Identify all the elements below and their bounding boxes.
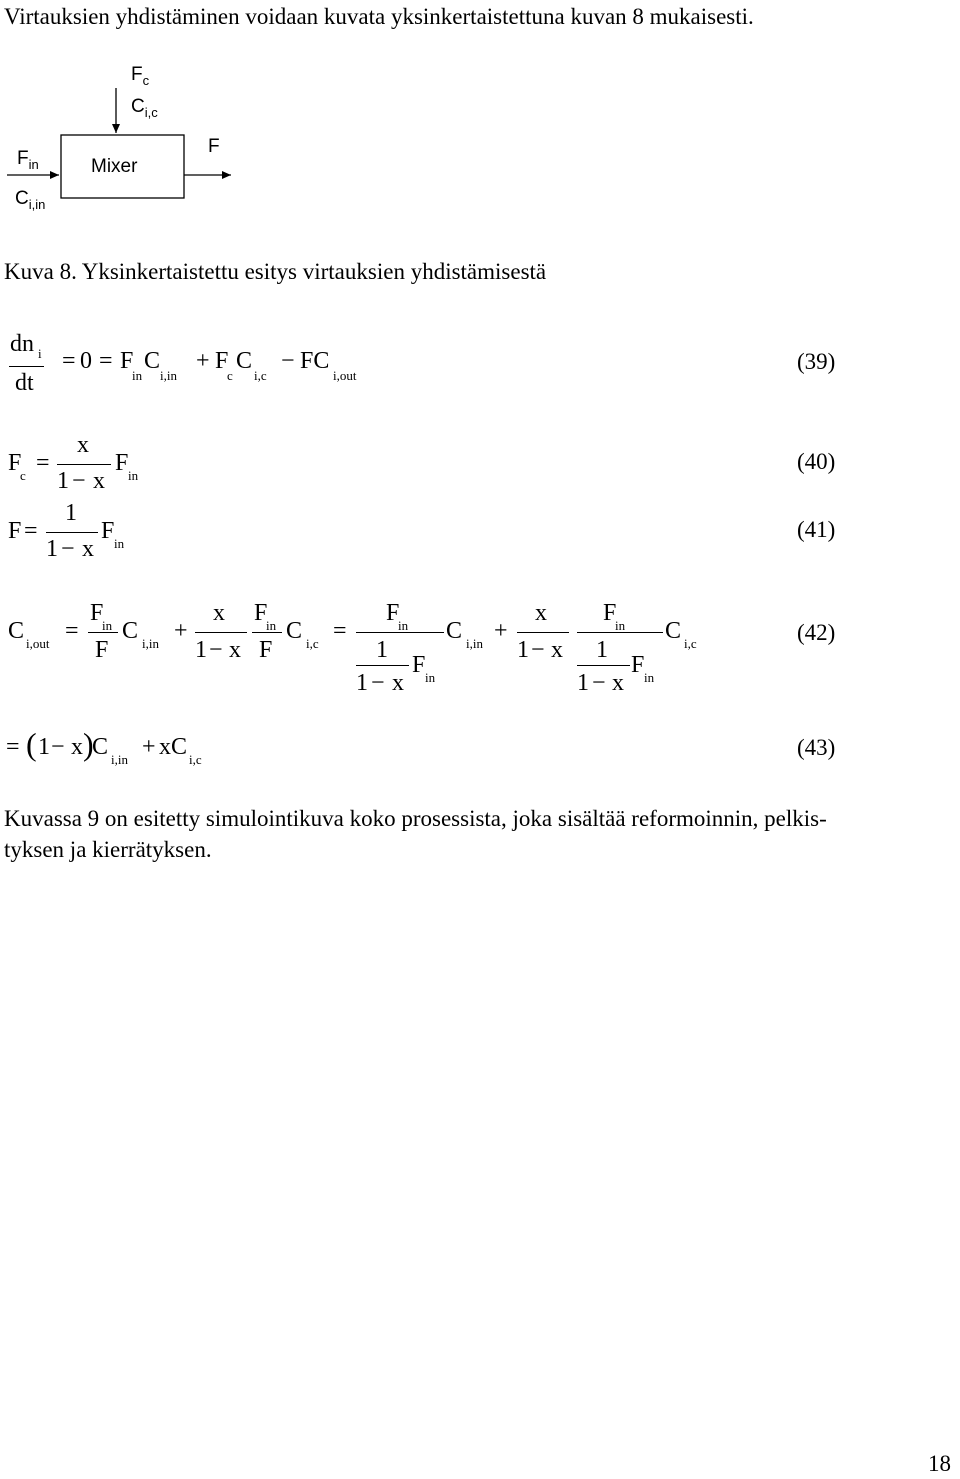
mixer-label: Mixer: [91, 156, 138, 177]
inlet-conc-label: $C_{i,in}$: [15, 188, 46, 212]
side-conc-label: $C_{i,c}$: [131, 96, 158, 120]
outlet-flow-label: F: [208, 136, 220, 157]
inlet-flow-label: $F_{in}$: [17, 148, 39, 172]
side-flow-label: $F_c$: [131, 64, 150, 88]
intro-text: Virtauksien yhdistäminen voidaan kuvata yksinkertaistettuna kuvan 8 mukaisesti.: [4, 4, 754, 29]
page-number: 18: [928, 1451, 951, 1476]
figure-caption: Kuva 8. Yksinkertaistettu esitys virtauksien yhdistämisestä: [4, 259, 547, 284]
body-paragraph-line-1: Kuvassa 9 on esitetty simulointikuva koko prosessista, joka sisältää reformoinnin, pelkis-: [4, 806, 827, 831]
body-paragraph-line-2: tyksen ja kierrätyksen.: [4, 837, 212, 862]
